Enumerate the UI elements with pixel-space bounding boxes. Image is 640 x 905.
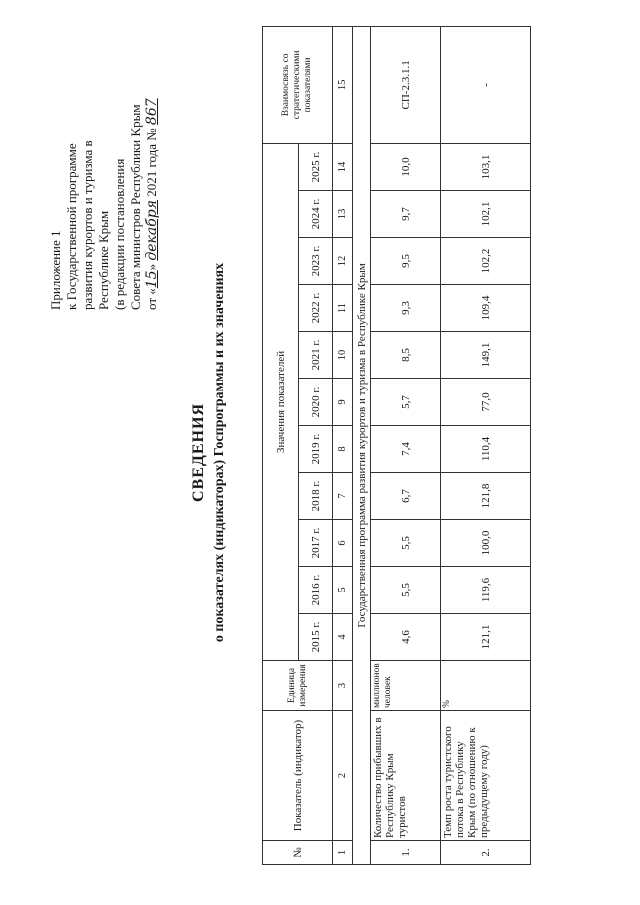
handwritten-month: декабря <box>144 200 160 261</box>
column-number: 9 <box>333 379 353 426</box>
year-header: 2023 г. <box>299 238 333 285</box>
section-row <box>353 26 371 864</box>
row-value: 5,7 <box>371 379 441 426</box>
handwritten-day: 15 <box>144 270 160 289</box>
appendix-date-line: от «15» декабря 2021 года № 867 <box>144 98 160 310</box>
row-value: 9,7 <box>371 191 441 238</box>
column-number: 1 <box>333 841 353 865</box>
year-header: 2016 г. <box>299 567 333 614</box>
appendix-line: Приложение 1 <box>48 230 63 310</box>
date-year: 2021 года № <box>144 128 159 197</box>
row-value: 9,3 <box>371 285 441 332</box>
year-header: 2019 г. <box>299 426 333 473</box>
row-value: 102,1 <box>441 191 531 238</box>
row-value: 119,6 <box>441 567 531 614</box>
row-value: 5,5 <box>371 520 441 567</box>
row-value: 9,5 <box>371 238 441 285</box>
row-value: 4,6 <box>371 614 441 661</box>
column-number: 12 <box>333 238 353 285</box>
appendix-block <box>48 10 160 310</box>
column-number: 3 <box>333 661 353 711</box>
row-value: 8,5 <box>371 332 441 379</box>
appendix-line: к Государственной программе <box>64 143 79 310</box>
handwritten-number: 867 <box>144 98 160 126</box>
row-value: 6,7 <box>371 473 441 520</box>
column-number: 7 <box>333 473 353 520</box>
row-value: 109,4 <box>441 285 531 332</box>
column-number: 6 <box>333 520 353 567</box>
row-value: 121,1 <box>441 614 531 661</box>
year-header: 2015 г. <box>299 614 333 661</box>
column-number: 11 <box>333 285 353 332</box>
document-title: СВЕДЕНИЯ <box>190 402 207 503</box>
header-relation: Взаимосвязь со стратегическими показателями <box>263 26 333 143</box>
row-value: 77,0 <box>441 379 531 426</box>
row-value: 5,5 <box>371 567 441 614</box>
column-number: 2 <box>333 711 353 841</box>
column-number: 4 <box>333 614 353 661</box>
row-indicator: Темп роста туристского потока в Республику Крым (по отношению к предыдущему году) <box>441 711 531 841</box>
year-header: 2024 г. <box>299 191 333 238</box>
year-header: 2018 г. <box>299 473 333 520</box>
row-value: 100,0 <box>441 520 531 567</box>
appendix-line: Республике Крым <box>96 210 111 310</box>
year-header: 2022 г. <box>299 285 333 332</box>
column-number-row <box>333 26 353 864</box>
row-unit: миллионов человек <box>371 661 441 711</box>
header-values: Значения показателей <box>263 143 299 660</box>
table-row <box>371 26 441 864</box>
header-num: № <box>263 841 333 865</box>
document-subtitle: о показателях (индикаторах) Госпрограммы и их значениях <box>212 262 227 643</box>
row-value: 110,4 <box>441 426 531 473</box>
year-header: 2021 г. <box>299 332 333 379</box>
appendix-line: Совета министров Республики Крым <box>128 104 143 310</box>
table-row <box>441 26 531 864</box>
row-num: 1. <box>371 841 441 865</box>
appendix-line: (в редакции постановления <box>112 158 127 310</box>
column-number: 13 <box>333 191 353 238</box>
section-title: Государственная программа развития курортов и туризма в Республике Крым <box>353 26 371 864</box>
row-value: 10,0 <box>371 143 441 190</box>
header-indicator: Показатель (индикатор) <box>263 711 333 841</box>
indicators-table <box>262 26 531 865</box>
column-number: 10 <box>333 332 353 379</box>
column-number: 8 <box>333 426 353 473</box>
column-number: 15 <box>333 26 353 143</box>
appendix-line: развития курортов и туризма в <box>80 140 95 310</box>
date-prefix: от « <box>144 288 159 310</box>
row-unit: % <box>441 661 531 711</box>
year-header: 2025 г. <box>299 143 333 190</box>
header-unit: Единица измерения <box>263 661 333 711</box>
row-value: 102,2 <box>441 238 531 285</box>
year-header: 2020 г. <box>299 379 333 426</box>
row-num: 2. <box>441 841 531 865</box>
row-relation: - <box>441 26 531 143</box>
row-value: 121,8 <box>441 473 531 520</box>
row-indicator: Количество прибывших в Республику Крым туристов <box>371 711 441 841</box>
column-number: 5 <box>333 567 353 614</box>
row-relation: СП-2.3.1.1 <box>371 26 441 143</box>
year-header: 2017 г. <box>299 520 333 567</box>
row-value: 7,4 <box>371 426 441 473</box>
column-number: 14 <box>333 143 353 190</box>
row-value: 149,1 <box>441 332 531 379</box>
row-value: 103,1 <box>441 143 531 190</box>
header-row <box>263 26 299 864</box>
